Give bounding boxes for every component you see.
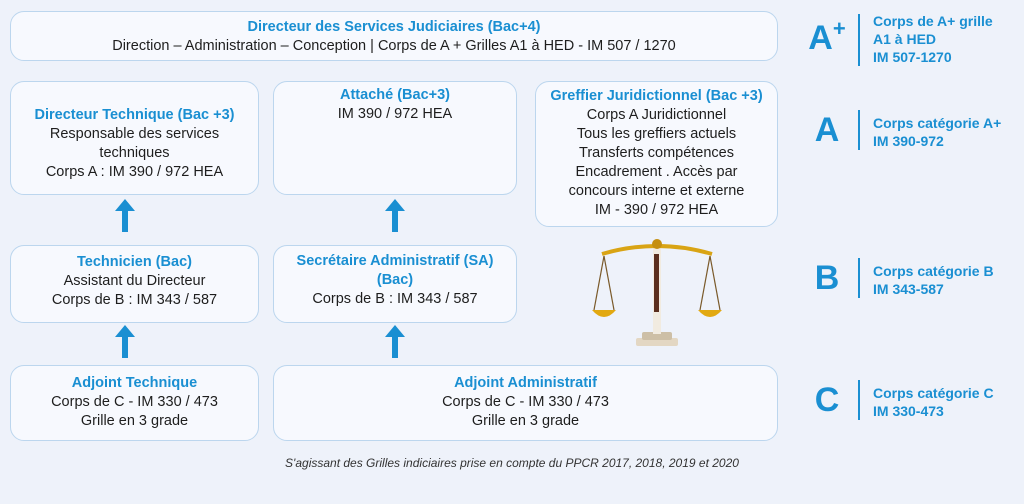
box-line: techniques: [99, 145, 170, 161]
box-attache: [273, 81, 517, 195]
category-letter-c: C: [814, 381, 840, 419]
category-description-b: Corps catégorie B IM 343-587: [873, 263, 994, 297]
box-line: Assistant du Directeur: [63, 273, 206, 289]
box-title: Adjoint Technique: [71, 375, 198, 391]
box-line: Transferts compétences: [579, 145, 734, 161]
box-line: concours interne et externe: [568, 183, 745, 199]
box-adjoint-technique: [10, 365, 259, 441]
box-title: Adjoint Administratif: [454, 375, 597, 391]
box-greffier-juridictionnel: [535, 81, 778, 227]
category-separator: [858, 380, 860, 420]
balance-scale-icon: [592, 236, 722, 352]
box-title: (Bac): [376, 272, 414, 288]
arrow-up-icon: [115, 325, 135, 359]
category-separator: [858, 258, 860, 298]
box-title: Attaché (Bac+3): [340, 87, 450, 103]
box-line: Grille en 3 grade: [471, 413, 580, 429]
box-line: IM 390 / 972 HEA: [337, 106, 453, 122]
box-directeur-technique: [10, 81, 259, 195]
arrow-up-icon: [115, 199, 135, 233]
arrow-up-icon: [385, 199, 405, 233]
box-line: IM - 390 / 972 HEA: [594, 202, 719, 218]
box-line: Corps de B : IM 343 / 587: [51, 292, 218, 308]
category-letter-a: A: [814, 111, 840, 149]
box-line: Direction – Administration – Conception | Corps de A + Grilles A1 à HED - IM 507 / 1270: [112, 38, 676, 54]
box-title: Secrétaire Administratif (SA): [296, 253, 494, 269]
box-line: Encadrement . Accès par: [575, 164, 738, 180]
category-description-a: Corps catégorie A+ IM 390-972: [873, 115, 1002, 149]
box-line: Tous les greffiers actuels: [576, 126, 737, 142]
box-title: Directeur Technique (Bac +3): [34, 107, 235, 123]
box-line: Corps de B : IM 343 / 587: [312, 291, 478, 307]
category-letter-a-plus: A+: [808, 16, 846, 57]
box-adjoint-administratif: [273, 365, 778, 441]
category-description-a-plus: Corps de A+ grille A1 à HED IM 507-1270: [873, 13, 993, 65]
box-directeur-services-judiciaires: [10, 11, 778, 61]
category-separator: [858, 14, 860, 66]
box-line: Responsable des services: [49, 126, 220, 142]
category-description-c: Corps catégorie C IM 330-473: [873, 385, 994, 419]
category-separator: [858, 110, 860, 150]
box-line: Corps A : IM 390 / 972 HEA: [45, 164, 224, 180]
box-technicien: [10, 245, 259, 323]
box-line: Corps de C - IM 330 / 473: [442, 394, 609, 410]
box-line: Corps A Juridictionnel: [586, 107, 727, 123]
arrow-up-icon: [385, 325, 405, 359]
footnote: S'agissant des Grilles indiciaires prise en compte du PPCR 2017, 2018, 2019 et 2020: [285, 456, 739, 470]
box-title: Greffier Juridictionnel (Bac +3): [550, 88, 763, 104]
box-title: Directeur des Services Judiciaires (Bac+4): [247, 19, 541, 35]
box-line: Corps de C - IM 330 / 473: [51, 394, 218, 410]
box-line: Grille en 3 grade: [80, 413, 189, 429]
box-title: Technicien (Bac): [77, 254, 192, 270]
category-letter-b: B: [814, 259, 840, 297]
box-secretaire-administratif: [273, 245, 517, 323]
